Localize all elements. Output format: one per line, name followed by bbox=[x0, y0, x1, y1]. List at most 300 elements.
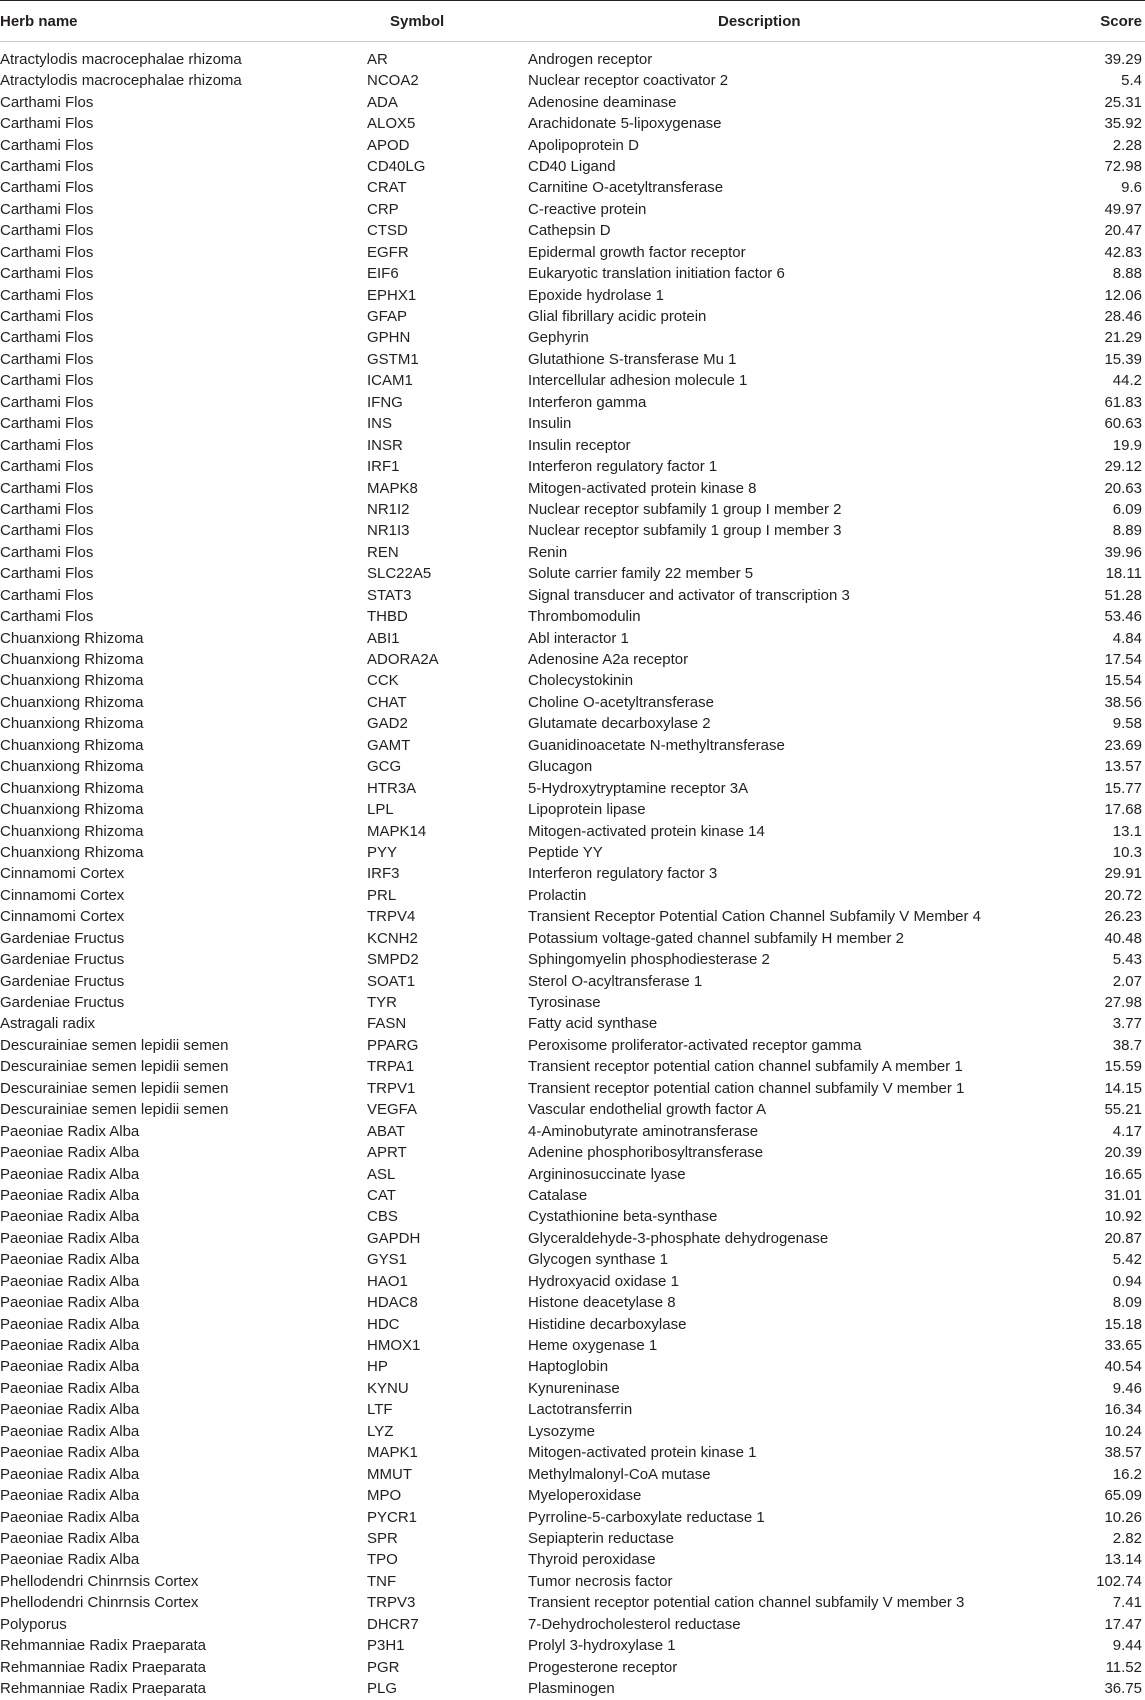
cell-symbol: GSTM1 bbox=[367, 350, 419, 368]
cell-description: 7-Dehydrocholesterol reductase bbox=[528, 1615, 741, 1633]
cell-symbol: GAD2 bbox=[367, 715, 408, 733]
cell-description: Mitogen-activated protein kinase 1 bbox=[528, 1444, 757, 1462]
cell-symbol: NCOA2 bbox=[367, 72, 419, 90]
cell-symbol: PGR bbox=[367, 1658, 400, 1676]
table-row bbox=[0, 863, 1145, 884]
cell-score: 61.83 bbox=[1104, 393, 1142, 411]
table-row bbox=[0, 134, 1145, 155]
cell-symbol: HAO1 bbox=[367, 1272, 408, 1290]
cell-herb-name: Paeoniae Radix Alba bbox=[0, 1422, 140, 1440]
table-row bbox=[0, 327, 1145, 348]
cell-symbol: MAPK14 bbox=[367, 822, 427, 840]
cell-description: Guanidinoacetate N-methyltransferase bbox=[528, 736, 785, 754]
cell-symbol: ALOX5 bbox=[367, 115, 416, 133]
cell-symbol: AR bbox=[367, 51, 388, 68]
table-row bbox=[0, 713, 1145, 734]
cell-score: 51.28 bbox=[1104, 586, 1142, 604]
table-row bbox=[0, 992, 1145, 1013]
cell-score: 38.57 bbox=[1104, 1444, 1142, 1462]
table-row bbox=[0, 649, 1145, 670]
table-row bbox=[0, 284, 1145, 305]
cell-score: 29.12 bbox=[1104, 458, 1142, 476]
cell-score: 42.83 bbox=[1104, 243, 1142, 261]
table-row bbox=[0, 1678, 1145, 1699]
cell-herb-name: Carthami Flos bbox=[0, 543, 94, 561]
table-row bbox=[0, 91, 1145, 112]
table-row bbox=[0, 1056, 1145, 1077]
cell-score: 5.4 bbox=[1121, 72, 1142, 90]
cell-herb-name: Carthami Flos bbox=[0, 179, 94, 197]
table-row bbox=[0, 349, 1145, 370]
cell-description: Adenosine deaminase bbox=[528, 93, 677, 111]
cell-score: 36.75 bbox=[1104, 1680, 1142, 1698]
cell-score: 2.07 bbox=[1112, 972, 1142, 990]
cell-symbol: INSR bbox=[367, 436, 403, 454]
table-row bbox=[0, 970, 1145, 991]
cell-herb-name: Chuanxiong Rhizoma bbox=[0, 629, 144, 647]
cell-description: Cathepsin D bbox=[528, 222, 611, 240]
cell-score: 44.2 bbox=[1112, 372, 1142, 390]
cell-herb-name: Atractylodis macrocephalae rhizoma bbox=[0, 51, 242, 68]
cell-symbol: GAMT bbox=[367, 736, 411, 754]
cell-symbol: HDAC8 bbox=[367, 1294, 418, 1312]
cell-symbol: GAPDH bbox=[367, 1229, 421, 1247]
table-row bbox=[0, 1120, 1145, 1141]
cell-description: Fatty acid synthase bbox=[528, 1015, 658, 1033]
table-row bbox=[0, 670, 1145, 691]
cell-score: 15.59 bbox=[1104, 1058, 1142, 1076]
cell-score: 5.43 bbox=[1112, 951, 1142, 969]
cell-symbol: SPR bbox=[367, 1529, 398, 1547]
cell-symbol: TRPV1 bbox=[367, 1079, 416, 1097]
table-header bbox=[0, 1, 1145, 42]
cell-description: Interferon gamma bbox=[528, 393, 647, 411]
cell-score: 13.1 bbox=[1112, 822, 1142, 840]
cell-description: Nuclear receptor subfamily 1 group I member 3 bbox=[528, 522, 842, 540]
cell-description: Epoxide hydrolase 1 bbox=[528, 286, 664, 304]
cell-symbol: HMOX1 bbox=[367, 1337, 421, 1355]
cell-herb-name: Rehmanniae Radix Praeparata bbox=[0, 1680, 206, 1698]
table-row bbox=[0, 842, 1145, 863]
cell-herb-name: Polyporus bbox=[0, 1615, 67, 1633]
cell-score: 39.96 bbox=[1104, 543, 1142, 561]
table-row bbox=[0, 928, 1145, 949]
cell-symbol: CRAT bbox=[367, 179, 407, 197]
table-row bbox=[0, 370, 1145, 391]
header-score-label: Score bbox=[1100, 12, 1142, 30]
cell-description: Glial fibrillary acidic protein bbox=[528, 308, 707, 326]
cell-herb-name: Chuanxiong Rhizoma bbox=[0, 736, 144, 754]
cell-herb-name: Paeoniae Radix Alba bbox=[0, 1529, 140, 1547]
cell-score: 102.74 bbox=[1096, 1572, 1142, 1590]
cell-description: Insulin bbox=[528, 415, 572, 433]
cell-symbol: GPHN bbox=[367, 329, 411, 347]
table-row bbox=[0, 113, 1145, 134]
cell-description: Lysozyme bbox=[528, 1422, 595, 1440]
table-row bbox=[0, 156, 1145, 177]
cell-herb-name: Chuanxiong Rhizoma bbox=[0, 672, 144, 690]
table-row bbox=[0, 885, 1145, 906]
cell-score: 18.11 bbox=[1105, 565, 1142, 583]
cell-description: Abl interactor 1 bbox=[528, 629, 629, 647]
cell-description: Potassium voltage-gated channel subfamily H member 2 bbox=[528, 929, 905, 947]
cell-symbol: CBS bbox=[367, 1208, 398, 1226]
cell-description: Mitogen-activated protein kinase 14 bbox=[528, 822, 765, 840]
cell-score: 21.29 bbox=[1104, 329, 1142, 347]
cell-symbol: NR1I3 bbox=[367, 522, 410, 540]
cell-description: Cholecystokinin bbox=[528, 672, 634, 690]
table-row bbox=[0, 434, 1145, 455]
cell-herb-name: Carthami Flos bbox=[0, 458, 94, 476]
table-row bbox=[0, 1421, 1145, 1442]
cell-symbol: CCK bbox=[367, 672, 399, 690]
cell-symbol: P3H1 bbox=[367, 1637, 405, 1655]
table-row bbox=[0, 1571, 1145, 1592]
table-row bbox=[0, 42, 1145, 71]
cell-herb-name: Paeoniae Radix Alba bbox=[0, 1337, 140, 1355]
cell-symbol: IRF3 bbox=[367, 865, 400, 883]
cell-description: 5-Hydroxytryptamine receptor 3A bbox=[528, 779, 749, 797]
cell-score: 39.29 bbox=[1104, 51, 1142, 68]
table-row bbox=[0, 456, 1145, 477]
cell-symbol: HDC bbox=[367, 1315, 400, 1333]
table-row bbox=[0, 820, 1145, 841]
cell-score: 38.7 bbox=[1112, 1036, 1142, 1054]
table-row bbox=[0, 1035, 1145, 1056]
cell-score: 31.01 bbox=[1104, 1186, 1142, 1204]
cell-herb-name: Carthami Flos bbox=[0, 157, 94, 175]
cell-score: 15.54 bbox=[1104, 672, 1142, 690]
cell-herb-name: Chuanxiong Rhizoma bbox=[0, 758, 144, 776]
cell-score: 11.52 bbox=[1105, 1658, 1142, 1676]
cell-herb-name: Paeoniae Radix Alba bbox=[0, 1465, 140, 1483]
cell-description: Lipoprotein lipase bbox=[528, 801, 646, 819]
cell-symbol: DHCR7 bbox=[367, 1615, 419, 1633]
cell-description: Interferon regulatory factor 3 bbox=[528, 865, 718, 883]
table-row bbox=[0, 1335, 1145, 1356]
cell-description: Tyrosinase bbox=[528, 994, 601, 1012]
cell-symbol: ICAM1 bbox=[367, 372, 413, 390]
cell-herb-name: Carthami Flos bbox=[0, 586, 94, 604]
cell-symbol: TRPV3 bbox=[367, 1594, 416, 1612]
cell-score: 72.98 bbox=[1104, 157, 1142, 175]
table-row bbox=[0, 1228, 1145, 1249]
cell-symbol: ASL bbox=[367, 1165, 396, 1183]
cell-symbol: CD40LG bbox=[367, 157, 426, 175]
cell-symbol: TRPV4 bbox=[367, 908, 416, 926]
cell-symbol: ABI1 bbox=[367, 629, 400, 647]
cell-score: 16.34 bbox=[1104, 1401, 1142, 1419]
cell-herb-name: Paeoniae Radix Alba bbox=[0, 1122, 140, 1140]
cell-symbol: GYS1 bbox=[367, 1251, 408, 1269]
header-score bbox=[1053, 1, 1145, 42]
cell-herb-name: Cinnamomi Cortex bbox=[0, 908, 125, 926]
cell-herb-name: Carthami Flos bbox=[0, 329, 94, 347]
cell-score: 8.89 bbox=[1112, 522, 1142, 540]
cell-herb-name: Paeoniae Radix Alba bbox=[0, 1487, 140, 1505]
cell-description: Heme oxygenase 1 bbox=[528, 1337, 658, 1355]
cell-herb-name: Carthami Flos bbox=[0, 222, 94, 240]
table-row bbox=[0, 1528, 1145, 1549]
table-row bbox=[0, 242, 1145, 263]
cell-score: 65.09 bbox=[1104, 1487, 1142, 1505]
cell-score: 16.2 bbox=[1112, 1465, 1142, 1483]
cell-description: Histone deacetylase 8 bbox=[528, 1294, 676, 1312]
cell-symbol: MAPK1 bbox=[367, 1444, 418, 1462]
cell-herb-name: Paeoniae Radix Alba bbox=[0, 1208, 140, 1226]
cell-symbol: SOAT1 bbox=[367, 972, 416, 990]
cell-score: 38.56 bbox=[1104, 693, 1142, 711]
table-row bbox=[0, 306, 1145, 327]
cell-description: Prolyl 3-hydroxylase 1 bbox=[528, 1637, 676, 1655]
cell-description: Transient receptor potential cation channel subfamily A member 1 bbox=[528, 1058, 963, 1076]
cell-description: Histidine decarboxylase bbox=[528, 1315, 687, 1333]
cell-score: 15.39 bbox=[1104, 350, 1142, 368]
table-row bbox=[0, 413, 1145, 434]
cell-score: 8.09 bbox=[1112, 1294, 1142, 1312]
cell-symbol: LYZ bbox=[367, 1422, 394, 1440]
table-row bbox=[0, 756, 1145, 777]
table-row bbox=[0, 1292, 1145, 1313]
cell-herb-name: Chuanxiong Rhizoma bbox=[0, 801, 144, 819]
cell-score: 53.46 bbox=[1104, 608, 1142, 626]
table-row bbox=[0, 692, 1145, 713]
cell-symbol: PYY bbox=[367, 843, 398, 861]
cell-description: Myeloperoxidase bbox=[528, 1487, 642, 1505]
cell-description: Plasminogen bbox=[528, 1680, 615, 1698]
cell-herb-name: Descurainiae semen lepidii semen bbox=[0, 1079, 229, 1097]
cell-herb-name: Paeoniae Radix Alba bbox=[0, 1508, 140, 1526]
table-row bbox=[0, 477, 1145, 498]
cell-symbol: HP bbox=[367, 1358, 388, 1376]
cell-herb-name: Carthami Flos bbox=[0, 286, 94, 304]
cell-herb-name: Paeoniae Radix Alba bbox=[0, 1379, 140, 1397]
table-row bbox=[0, 1271, 1145, 1292]
table-row bbox=[0, 606, 1145, 627]
cell-score: 26.23 bbox=[1104, 908, 1142, 926]
header-description-label: Description bbox=[718, 12, 801, 30]
table-row bbox=[0, 906, 1145, 927]
cell-herb-name: Chuanxiong Rhizoma bbox=[0, 693, 144, 711]
cell-description: Renin bbox=[528, 543, 568, 561]
cell-description: Peroxisome proliferator-activated receptor gamma bbox=[528, 1036, 862, 1054]
cell-symbol: LTF bbox=[367, 1401, 393, 1419]
cell-herb-name: Paeoniae Radix Alba bbox=[0, 1401, 140, 1419]
cell-score: 40.54 bbox=[1104, 1358, 1142, 1376]
cell-description: Thrombomodulin bbox=[528, 608, 641, 626]
cell-symbol: CHAT bbox=[367, 693, 407, 711]
cell-symbol: ADORA2A bbox=[367, 651, 439, 669]
cell-description: Peptide YY bbox=[528, 843, 603, 861]
cell-score: 9.46 bbox=[1112, 1379, 1142, 1397]
cell-score: 17.68 bbox=[1104, 801, 1142, 819]
cell-score: 4.84 bbox=[1112, 629, 1142, 647]
cell-herb-name: Carthami Flos bbox=[0, 479, 94, 497]
cell-symbol: ADA bbox=[367, 93, 398, 111]
table-row bbox=[0, 563, 1145, 584]
cell-description: Hydroxyacid oxidase 1 bbox=[528, 1272, 679, 1290]
cell-score: 6.09 bbox=[1112, 500, 1142, 518]
cell-herb-name: Cinnamomi Cortex bbox=[0, 865, 125, 883]
cell-score: 14.15 bbox=[1104, 1079, 1142, 1097]
cell-description: C-reactive protein bbox=[528, 200, 647, 218]
table-row bbox=[0, 1013, 1145, 1034]
cell-description: Nuclear receptor subfamily 1 group I member 2 bbox=[528, 500, 842, 518]
cell-symbol: PYCR1 bbox=[367, 1508, 418, 1526]
cell-score: 2.28 bbox=[1112, 136, 1142, 154]
cell-score: 19.9 bbox=[1112, 436, 1142, 454]
header-symbol bbox=[367, 1, 528, 42]
cell-herb-name: Cinnamomi Cortex bbox=[0, 886, 125, 904]
table-row bbox=[0, 1206, 1145, 1227]
cell-herb-name: Carthami Flos bbox=[0, 608, 94, 626]
cell-symbol: ABAT bbox=[367, 1122, 406, 1140]
cell-symbol: REN bbox=[367, 543, 399, 561]
cell-description: Transient receptor potential cation channel subfamily V member 3 bbox=[528, 1594, 965, 1612]
cell-description: Nuclear receptor coactivator 2 bbox=[528, 72, 729, 90]
cell-symbol: GCG bbox=[367, 758, 402, 776]
cell-description: Transient Receptor Potential Cation Channel Subfamily V Member 4 bbox=[528, 908, 982, 926]
cell-symbol: SMPD2 bbox=[367, 951, 419, 969]
cell-herb-name: Gardeniae Fructus bbox=[0, 951, 125, 969]
table-row bbox=[0, 499, 1145, 520]
cell-herb-name: Paeoniae Radix Alba bbox=[0, 1251, 140, 1269]
cell-description: Sterol O-acyltransferase 1 bbox=[528, 972, 703, 990]
cell-symbol: KYNU bbox=[367, 1379, 409, 1397]
cell-herb-name: Paeoniae Radix Alba bbox=[0, 1294, 140, 1312]
cell-description: Epidermal growth factor receptor bbox=[528, 243, 746, 261]
cell-score: 9.6 bbox=[1121, 179, 1142, 197]
cell-score: 5.42 bbox=[1112, 1251, 1142, 1269]
cell-description: Adenosine A2a receptor bbox=[528, 651, 689, 669]
cell-description: Eukaryotic translation initiation factor 6 bbox=[528, 265, 785, 283]
cell-score: 20.47 bbox=[1104, 222, 1142, 240]
cell-symbol: APRT bbox=[367, 1144, 407, 1162]
cell-score: 20.72 bbox=[1104, 886, 1142, 904]
table-row bbox=[0, 1099, 1145, 1120]
cell-description: Glycogen synthase 1 bbox=[528, 1251, 669, 1269]
cell-symbol: IRF1 bbox=[367, 458, 400, 476]
cell-symbol: MPO bbox=[367, 1487, 402, 1505]
cell-description: Progesterone receptor bbox=[528, 1658, 678, 1676]
cell-symbol: SLC22A5 bbox=[367, 565, 432, 583]
cell-symbol: IFNG bbox=[367, 393, 403, 411]
cell-description: Glyceraldehyde-3-phosphate dehydrogenase bbox=[528, 1229, 829, 1247]
cell-herb-name: Rehmanniae Radix Praeparata bbox=[0, 1658, 206, 1676]
cell-score: 40.48 bbox=[1104, 929, 1142, 947]
cell-description: Androgen receptor bbox=[528, 51, 653, 68]
table-row bbox=[0, 1656, 1145, 1677]
cell-symbol: NR1I2 bbox=[367, 500, 410, 518]
cell-herb-name: Chuanxiong Rhizoma bbox=[0, 715, 144, 733]
cell-score: 7.41 bbox=[1112, 1594, 1142, 1612]
cell-symbol: PPARG bbox=[367, 1036, 419, 1054]
table-row bbox=[0, 1313, 1145, 1334]
cell-herb-name: Paeoniae Radix Alba bbox=[0, 1186, 140, 1204]
cell-description: Interferon regulatory factor 1 bbox=[528, 458, 718, 476]
cell-herb-name: Carthami Flos bbox=[0, 350, 94, 368]
cell-description: Catalase bbox=[528, 1186, 588, 1204]
cell-herb-name: Paeoniae Radix Alba bbox=[0, 1358, 140, 1376]
cell-symbol: PLG bbox=[367, 1680, 398, 1698]
cell-description: Sepiapterin reductase bbox=[528, 1529, 674, 1547]
table-row bbox=[0, 1463, 1145, 1484]
cell-herb-name: Paeoniae Radix Alba bbox=[0, 1272, 140, 1290]
cell-score: 20.87 bbox=[1104, 1229, 1142, 1247]
table-body bbox=[0, 42, 1145, 1700]
cell-score: 9.58 bbox=[1112, 715, 1142, 733]
cell-description: Apolipoprotein D bbox=[528, 136, 639, 154]
cell-score: 20.63 bbox=[1104, 479, 1142, 497]
cell-herb-name: Chuanxiong Rhizoma bbox=[0, 843, 144, 861]
table-row bbox=[0, 1378, 1145, 1399]
cell-herb-name: Chuanxiong Rhizoma bbox=[0, 779, 144, 797]
table-row bbox=[0, 1163, 1145, 1184]
cell-herb-name: Paeoniae Radix Alba bbox=[0, 1165, 140, 1183]
cell-herb-name: Gardeniae Fructus bbox=[0, 994, 125, 1012]
table-row bbox=[0, 627, 1145, 648]
table-row bbox=[0, 1078, 1145, 1099]
cell-description: Argininosuccinate lyase bbox=[528, 1165, 686, 1183]
table-row bbox=[0, 1249, 1145, 1270]
cell-score: 10.3 bbox=[1112, 843, 1142, 861]
cell-herb-name: Descurainiae semen lepidii semen bbox=[0, 1058, 229, 1076]
header-herb-name-label: Herb name bbox=[0, 12, 78, 30]
cell-herb-name: Carthami Flos bbox=[0, 500, 94, 518]
cell-herb-name: Chuanxiong Rhizoma bbox=[0, 822, 144, 840]
cell-score: 17.54 bbox=[1104, 651, 1142, 669]
cell-herb-name: Carthami Flos bbox=[0, 522, 94, 540]
cell-symbol: EIF6 bbox=[367, 265, 399, 283]
cell-herb-name: Chuanxiong Rhizoma bbox=[0, 651, 144, 669]
table-row bbox=[0, 1485, 1145, 1506]
cell-description: Pyrroline-5-carboxylate reductase 1 bbox=[528, 1508, 765, 1526]
cell-symbol: MAPK8 bbox=[367, 479, 418, 497]
cell-symbol: MMUT bbox=[367, 1465, 412, 1483]
cell-description: Signal transducer and activator of transcription 3 bbox=[528, 586, 850, 604]
cell-score: 15.77 bbox=[1104, 779, 1142, 797]
cell-description: Insulin receptor bbox=[528, 436, 631, 454]
cell-herb-name: Carthami Flos bbox=[0, 243, 94, 261]
cell-score: 35.92 bbox=[1104, 115, 1142, 133]
header-description bbox=[528, 1, 1053, 42]
cell-score: 13.14 bbox=[1104, 1551, 1142, 1569]
cell-symbol: INS bbox=[367, 415, 393, 433]
cell-score: 0.94 bbox=[1112, 1272, 1142, 1290]
cell-score: 28.46 bbox=[1104, 308, 1142, 326]
table-row bbox=[0, 1356, 1145, 1377]
cell-score: 4.17 bbox=[1112, 1122, 1142, 1140]
cell-herb-name: Carthami Flos bbox=[0, 393, 94, 411]
cell-herb-name: Carthami Flos bbox=[0, 93, 94, 111]
cell-score: 10.92 bbox=[1104, 1208, 1142, 1226]
cell-description: 4-Aminobutyrate aminotransferase bbox=[528, 1122, 759, 1140]
cell-score: 49.97 bbox=[1104, 200, 1142, 218]
cell-herb-name: Astragali radix bbox=[0, 1015, 96, 1033]
cell-herb-name: Phellodendri Chinrnsis Cortex bbox=[0, 1572, 199, 1590]
table-row bbox=[0, 585, 1145, 606]
cell-symbol: HTR3A bbox=[367, 779, 417, 797]
cell-score: 2.82 bbox=[1112, 1529, 1142, 1547]
cell-symbol: FASN bbox=[367, 1015, 407, 1033]
table-row bbox=[0, 199, 1145, 220]
cell-herb-name: Carthami Flos bbox=[0, 200, 94, 218]
table-row bbox=[0, 1549, 1145, 1570]
table-row bbox=[0, 1614, 1145, 1635]
cell-symbol: TRPA1 bbox=[367, 1058, 415, 1076]
cell-description: Haptoglobin bbox=[528, 1358, 609, 1376]
header-row bbox=[0, 1, 1145, 42]
